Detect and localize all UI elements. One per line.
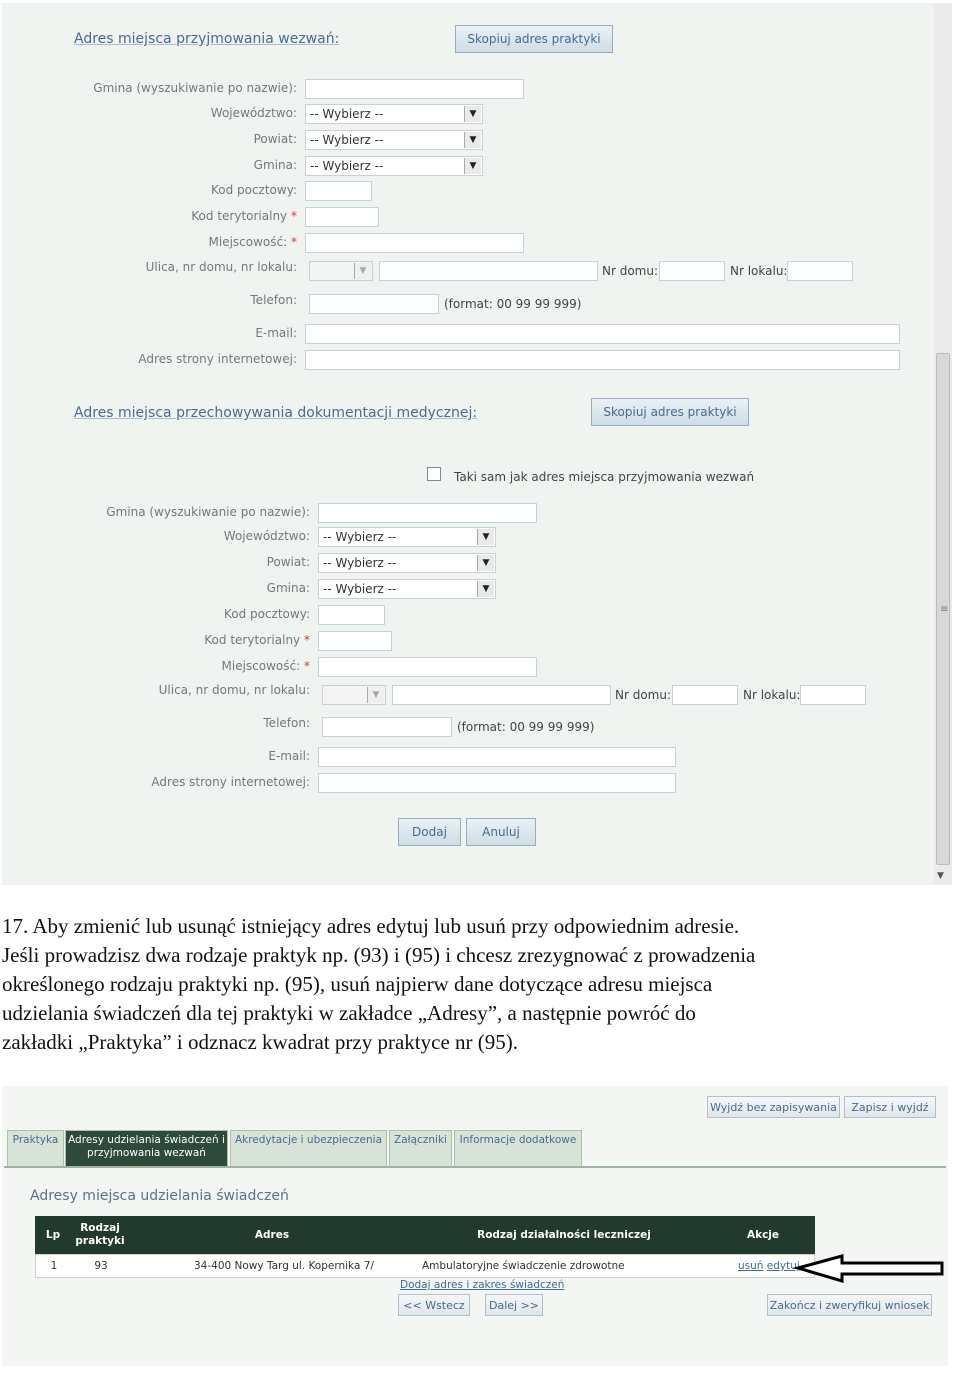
- label-gmina-2: Gmina:: [266, 581, 310, 595]
- table-row: [35, 1254, 815, 1278]
- label-email: E-mail:: [255, 326, 297, 340]
- label-text: Miejscowość:: [208, 235, 288, 249]
- cell-adres: 34-400 Nowy Targ ul. Kopernika 7/: [194, 1260, 374, 1272]
- label-wojewodztwo-2: Województwo:: [223, 529, 310, 543]
- pointer-arrow-icon: [792, 1252, 948, 1286]
- label-ulica: Ulica, nr domu, nr lokalu:: [145, 260, 297, 274]
- tab-praktyka[interactable]: Praktyka: [7, 1130, 64, 1166]
- tab-informacje[interactable]: Informacje dodatkowe: [454, 1130, 582, 1166]
- gmina-select-2[interactable]: [318, 579, 496, 599]
- label-www: Adres strony internetowej:: [138, 352, 297, 366]
- same-address-label: Taki sam jak adres miejsca przyjmowania wezwań: [454, 470, 755, 484]
- chevron-down-icon: ▼: [464, 132, 481, 148]
- section-title-adresy: Adresy miejsca udzielania świadczeń: [30, 1188, 289, 1204]
- select-value: -- Wybierz --: [323, 582, 397, 596]
- gmina-select[interactable]: [305, 156, 483, 176]
- ulica-prefix-select-2[interactable]: [322, 685, 386, 705]
- cell-akcje: [738, 1260, 800, 1272]
- instruction-line: zakładki „Praktyka” i odznacz kwadrat przy praktyce nr (95).: [2, 1030, 519, 1054]
- select-value: -- Wybierz --: [310, 159, 384, 173]
- col-header: Rodzaj działalności leczniczej: [477, 1229, 651, 1241]
- label-kod-terytorialny: [191, 207, 297, 225]
- add-button[interactable]: Dodaj: [398, 818, 461, 846]
- addresses-tab-screenshot: [2, 1086, 948, 1366]
- required-mark: *: [291, 235, 297, 249]
- exit-without-saving-button[interactable]: Wyjdź bez zapisywania: [707, 1096, 840, 1118]
- chevron-down-icon: ▼: [477, 581, 494, 597]
- powiat-select[interactable]: [305, 130, 483, 150]
- label-kod-pocztowy-2: Kod pocztowy:: [223, 607, 310, 621]
- col-header: Akcje: [746, 1229, 780, 1241]
- gmina-search-input-2[interactable]: [318, 503, 537, 523]
- select-value: -- Wybierz --: [310, 133, 384, 147]
- instruction-line: określonego rodzaju praktyki np. (95), usuń najpierw dane dotyczące adresu miejsca: [2, 972, 713, 996]
- powiat-select-2[interactable]: [318, 553, 496, 573]
- label-gmina-search-2: Gmina (wyszukiwanie po nazwie):: [106, 505, 310, 519]
- label-powiat-2: Powiat:: [266, 555, 310, 569]
- label-powiat: Powiat:: [253, 132, 297, 146]
- scroll-down-icon[interactable]: ▼: [937, 871, 944, 881]
- label-kod-terytorialny-2: [204, 631, 310, 649]
- wojewodztwo-select-2[interactable]: [318, 527, 496, 547]
- label-nr-lokalu-2: Nr lokalu:: [743, 688, 801, 702]
- www-input[interactable]: [305, 350, 900, 370]
- select-value: -- Wybierz --: [310, 107, 384, 121]
- copy-address-button[interactable]: Skopiuj adres praktyki: [455, 25, 613, 53]
- next-button[interactable]: Dalej >>: [485, 1294, 543, 1316]
- chevron-down-icon: ▼: [477, 555, 494, 571]
- instruction-text: [2, 912, 952, 1057]
- section-title-dokumentacja: Adres miejsca przechowywania dokumentacji medycznej:: [74, 405, 478, 421]
- col-header: Lp: [45, 1229, 61, 1241]
- cell-lp: 1: [50, 1260, 58, 1272]
- section-title-wezwania: Adres miejsca przyjmowania wezwań:: [74, 31, 340, 47]
- add-address-link[interactable]: [400, 1279, 564, 1291]
- www-input-2[interactable]: [318, 773, 676, 793]
- instruction-line: udzielania świadczeń dla tej praktyki w zakładce „Adresy”, a następnie powróć do: [2, 1001, 696, 1025]
- wojewodztwo-select[interactable]: [305, 104, 483, 124]
- email-input[interactable]: [305, 324, 900, 344]
- chevron-down-icon: ▼: [354, 263, 371, 279]
- delete-link[interactable]: usuń: [738, 1260, 764, 1272]
- required-mark: *: [304, 659, 310, 673]
- cell-rodzaj: 93: [94, 1260, 108, 1272]
- label-ulica-2: Ulica, nr domu, nr lokalu:: [158, 683, 310, 697]
- nr-domu-input-2[interactable]: [672, 685, 738, 705]
- grip-icon: ≡: [940, 604, 949, 615]
- ulica-input[interactable]: [379, 261, 598, 281]
- select-value: -- Wybierz --: [323, 530, 397, 544]
- col-header: Rodzaj praktyki: [75, 1222, 125, 1247]
- back-button[interactable]: << Wstecz: [398, 1294, 470, 1316]
- edit-link[interactable]: edytuj: [766, 1260, 800, 1272]
- label-nr-lokalu: Nr lokalu:: [730, 264, 788, 278]
- nr-lokalu-input-2[interactable]: [800, 685, 866, 705]
- tab-zalaczniki[interactable]: Załączniki: [389, 1130, 452, 1166]
- copy-address-button-2[interactable]: Skopiuj adres praktyki: [591, 398, 749, 426]
- chevron-down-icon: ▼: [464, 106, 481, 122]
- label-text: Kod terytorialny: [204, 633, 301, 647]
- finish-verify-button[interactable]: Zakończ i zweryfikuj wniosek: [767, 1294, 932, 1316]
- chevron-down-icon: ▼: [477, 529, 494, 545]
- nr-lokalu-input[interactable]: [787, 261, 853, 281]
- label-email-2: E-mail:: [268, 749, 310, 763]
- scrollbar-thumb[interactable]: [936, 353, 950, 865]
- phone-format-hint-2: (format: 00 99 99 999): [457, 720, 595, 734]
- email-input-2[interactable]: [318, 747, 676, 767]
- nr-domu-input[interactable]: [659, 261, 725, 281]
- instruction-line: 17. Aby zmienić lub usunąć istniejący adres edytuj lub usuń przy odpowiednim adresie.: [2, 914, 740, 938]
- chevron-down-icon: ▼: [367, 687, 384, 703]
- table-header: [35, 1216, 815, 1254]
- phone-format-hint: (format: 00 99 99 999): [444, 297, 582, 311]
- required-mark: *: [304, 633, 310, 647]
- chevron-down-icon: ▼: [464, 158, 481, 174]
- kod-terytorialny-input-2[interactable]: [318, 631, 392, 651]
- same-address-checkbox[interactable]: [427, 467, 441, 481]
- telefon-input-2[interactable]: [322, 717, 452, 737]
- tab-divider: [4, 1166, 946, 1168]
- label-telefon: Telefon:: [250, 293, 297, 307]
- telefon-input[interactable]: [309, 294, 439, 314]
- miejscowosc-input-2[interactable]: [318, 657, 537, 677]
- label-wojewodztwo: Województwo:: [210, 106, 297, 120]
- required-mark: *: [291, 209, 297, 223]
- label-kod-pocztowy: Kod pocztowy:: [210, 183, 297, 197]
- kod-pocztowy-input-2[interactable]: [318, 605, 385, 625]
- label-nr-domu-2: Nr domu:: [615, 688, 672, 702]
- label-gmina-search: Gmina (wyszukiwanie po nazwie):: [93, 81, 297, 95]
- tab-adresy[interactable]: Adresy udzielania świadczeń i przyjmowania wezwań: [65, 1130, 228, 1166]
- cancel-button[interactable]: Anuluj: [466, 818, 536, 846]
- cell-dzialalnosc: Ambulatoryjne świadczenie zdrowotne: [422, 1260, 625, 1272]
- save-and-exit-button[interactable]: Zapisz i wyjdź: [844, 1096, 936, 1118]
- miejscowosc-input[interactable]: [305, 233, 524, 253]
- gmina-search-input[interactable]: [305, 79, 524, 99]
- ulica-prefix-select[interactable]: [309, 261, 373, 281]
- kod-terytorialny-input[interactable]: [305, 207, 379, 227]
- label-text: Kod terytorialny: [191, 209, 288, 223]
- select-value: -- Wybierz --: [323, 556, 397, 570]
- label-miejscowosc-2: [222, 657, 310, 675]
- label-miejscowosc: [209, 233, 297, 251]
- col-header: Adres: [254, 1229, 290, 1241]
- scrollbar[interactable]: [934, 3, 952, 885]
- address-form-screenshot: [2, 3, 952, 885]
- kod-pocztowy-input[interactable]: [305, 181, 372, 201]
- label-text: Miejscowość:: [221, 659, 301, 673]
- label-www-2: Adres strony internetowej:: [151, 775, 310, 789]
- tab-akredytacje[interactable]: Akredytacje i ubezpieczenia: [230, 1130, 387, 1166]
- ulica-input-2[interactable]: [392, 685, 611, 705]
- instruction-line: Jeśli prowadzisz dwa rodzaje praktyk np. (93) i (95) i chcesz zrezygnować z prowadzenia: [2, 943, 756, 967]
- add-address-link-text[interactable]: Dodaj adres i zakres świadczeń: [400, 1279, 565, 1291]
- label-gmina: Gmina:: [253, 158, 297, 172]
- label-nr-domu: Nr domu:: [602, 264, 659, 278]
- label-telefon-2: Telefon:: [263, 716, 310, 730]
